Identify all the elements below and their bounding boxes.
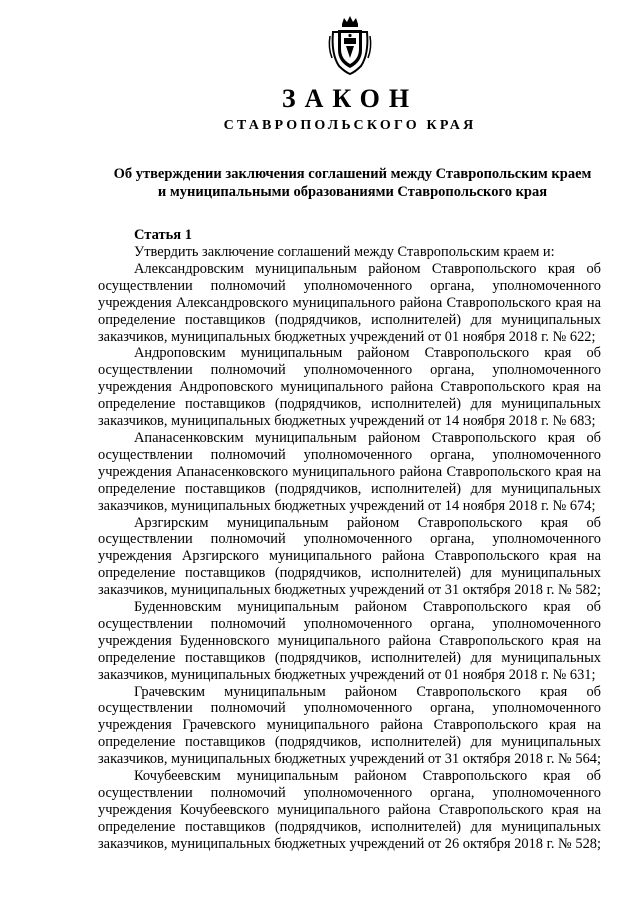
list-item: Апанасенковским муниципальным районом Ставропольского края об осуществлении полномочий уполномоченного органа, уполномоченного учреждения Апанасенковского муниципального района Ставропольского края на определение поставщиков (подрядчиков, исполнителей) для муниципальных заказчиков, муниципальных бюджетных учреждений от 14 ноября 2018 г. № 674; [98,429,601,514]
article-intro: Утвердить заключение соглашений между Ставропольским краем и: [134,244,555,260]
subject-line: и муниципальными образованиями Ставропольского края [157,184,548,200]
list-item: Буденновским муниципальным районом Ставропольского края об осуществлении полномочий уполномоченного органа, уполномоченного учреждения Буденновского муниципального района Ставропольского края на определение поставщиков (подрядчиков, исполнителей) для муниципальных заказчиков, муниципальных бюджетных учреждений от 01 ноября 2018 г. № 631; [98,599,601,683]
law-subject [70,165,635,201]
list-item: Кочубеевским муниципальным районом Ставропольского края об осуществлении полномочий уполномоченного органа, уполномоченного учреждения Кочубеевского муниципального района Ставропольского края на определение поставщиков (подрядчиков, исполнителей) для муниципальных заказчиков, муниципальных бюджетных учреждений от 26 октября 2018 г. № 528; [98,768,601,852]
region-title: СТАВРОПОЛЬСКОГО КРАЯ [223,118,477,133]
list-item: Арзгирским муниципальным районом Ставропольского края об осуществлении полномочий уполномоченного органа, уполномоченного учреждения Арзгирского муниципального района Ставропольского края на определение поставщиков (подрядчиков, исполнителей) для муниципальных заказчиков, муниципальных бюджетных учреждений от 31 октября 2018 г. № 582; [98,514,601,599]
list-item: Грачевским муниципальным районом Ставропольского края об осуществлении полномочий уполномоченного органа, уполномоченного учреждения Грачевского муниципального района Ставропольского края на определение поставщиков (подрядчиков, исполнителей) для муниципальных заказчиков, муниципальных бюджетных учреждений от 31 октября 2018 г. № 564; [98,683,601,768]
article-body [98,244,601,853]
article-heading: Статья 1 [134,227,192,243]
subject-line: Об утверждении заключения соглашений между Ставропольским краем [113,166,592,182]
law-title: ЗАКОН [281,84,419,113]
coat-of-arms-icon [327,14,373,76]
list-item: Андроповским муниципальным районом Ставропольского края об осуществлении полномочий уполномоченного органа, уполномоченного учреждения Андроповского муниципального района Ставропольского края на определение поставщиков (подрядчиков, исполнителей) для муниципальных заказчиков, муниципальных бюджетных учреждений от 14 ноября 2018 г. № 683; [98,345,601,430]
list-item: Александровским муниципальным районом Ставропольского края об осуществлении полномочий уполномоченного органа, уполномоченного учреждения Александровского муниципального района Ставропольского края на определение поставщиков (подрядчиков, исполнителей) для муниципальных заказчиков, муниципальных бюджетных учреждений от 01 ноября 2018 г. № 622; [98,260,601,345]
